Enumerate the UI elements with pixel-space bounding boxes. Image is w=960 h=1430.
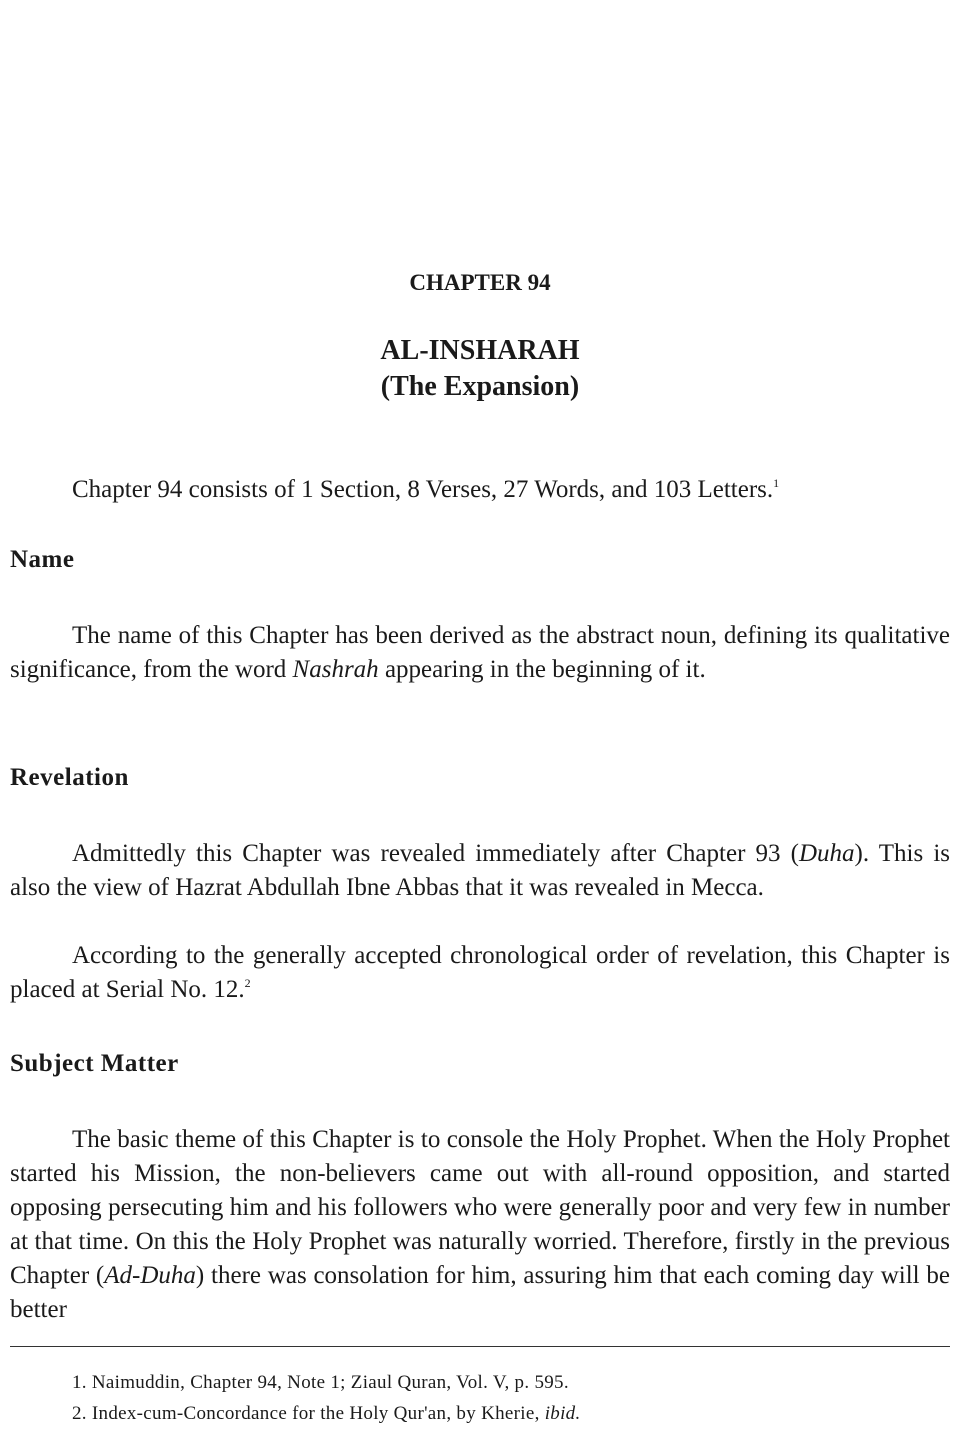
footnote-2: 2. Index-cum-Concordance for the Holy Qur'an, by Kherie, ibid. [72,1403,581,1424]
intro-paragraph [10,473,950,507]
name-paragraph: The name of this Chapter has been derived as the abstract noun, defining its qualitative significance, from the word Nashrah appearing in the beginning of it. [10,622,950,683]
section-heading-name: Name [10,546,75,573]
term-duha: Duha [798,840,855,867]
revelation-paragraph-1: Admittedly this Chapter was revealed immediately after Chapter 93 (Duha). This is also the view of Hazrat Abdullah Ibne Abbas that it was revealed in Mecca. [10,840,950,901]
footnote-ref-1: 1 [773,476,780,490]
footnote-divider [10,1346,950,1347]
subject-matter-paragraph: The basic theme of this Chapter is to console the Holy Prophet. When the Holy Prophet started his Mission, the non-believers came out with all-round opposition, and started opposing persecuting him and his followers who were generally poor and very few in number at that time. On this the Holy Prophet was naturally worried. Therefore, firstly in the previous Chapter (Ad-Duha) there was consolation for him, assuring him that each coming day will be better [10,1126,950,1323]
intro-text: Chapter 94 consists of 1 Section, 8 Verses, 27 Words, and 103 Letters. [72,476,774,503]
chapter-subtitle: (The Expansion) [380,371,580,402]
term-nashrah: Nashrah [292,656,379,683]
section-heading-subject-matter: Subject Matter [10,1050,179,1077]
chapter-title: AL-INSHARAH [380,335,580,366]
term-ad-duha: Ad-Duha [104,1262,196,1289]
revelation-paragraph-2: According to the generally accepted chronological order of revelation, this Chapter is placed at Serial No. 12.$^2$ [10,942,950,1003]
chapter-label: CHAPTER 94 [409,270,551,295]
footnote-ref-2: 2 [244,976,251,990]
footnote-1: 1. Naimuddin, Chapter 94, Note 1; Ziaul Quran, Vol. V, p. 595. [72,1372,569,1393]
chapter-title-block [0,333,960,405]
section-heading-revelation: Revelation [10,764,129,791]
footnotes [72,1367,952,1429]
